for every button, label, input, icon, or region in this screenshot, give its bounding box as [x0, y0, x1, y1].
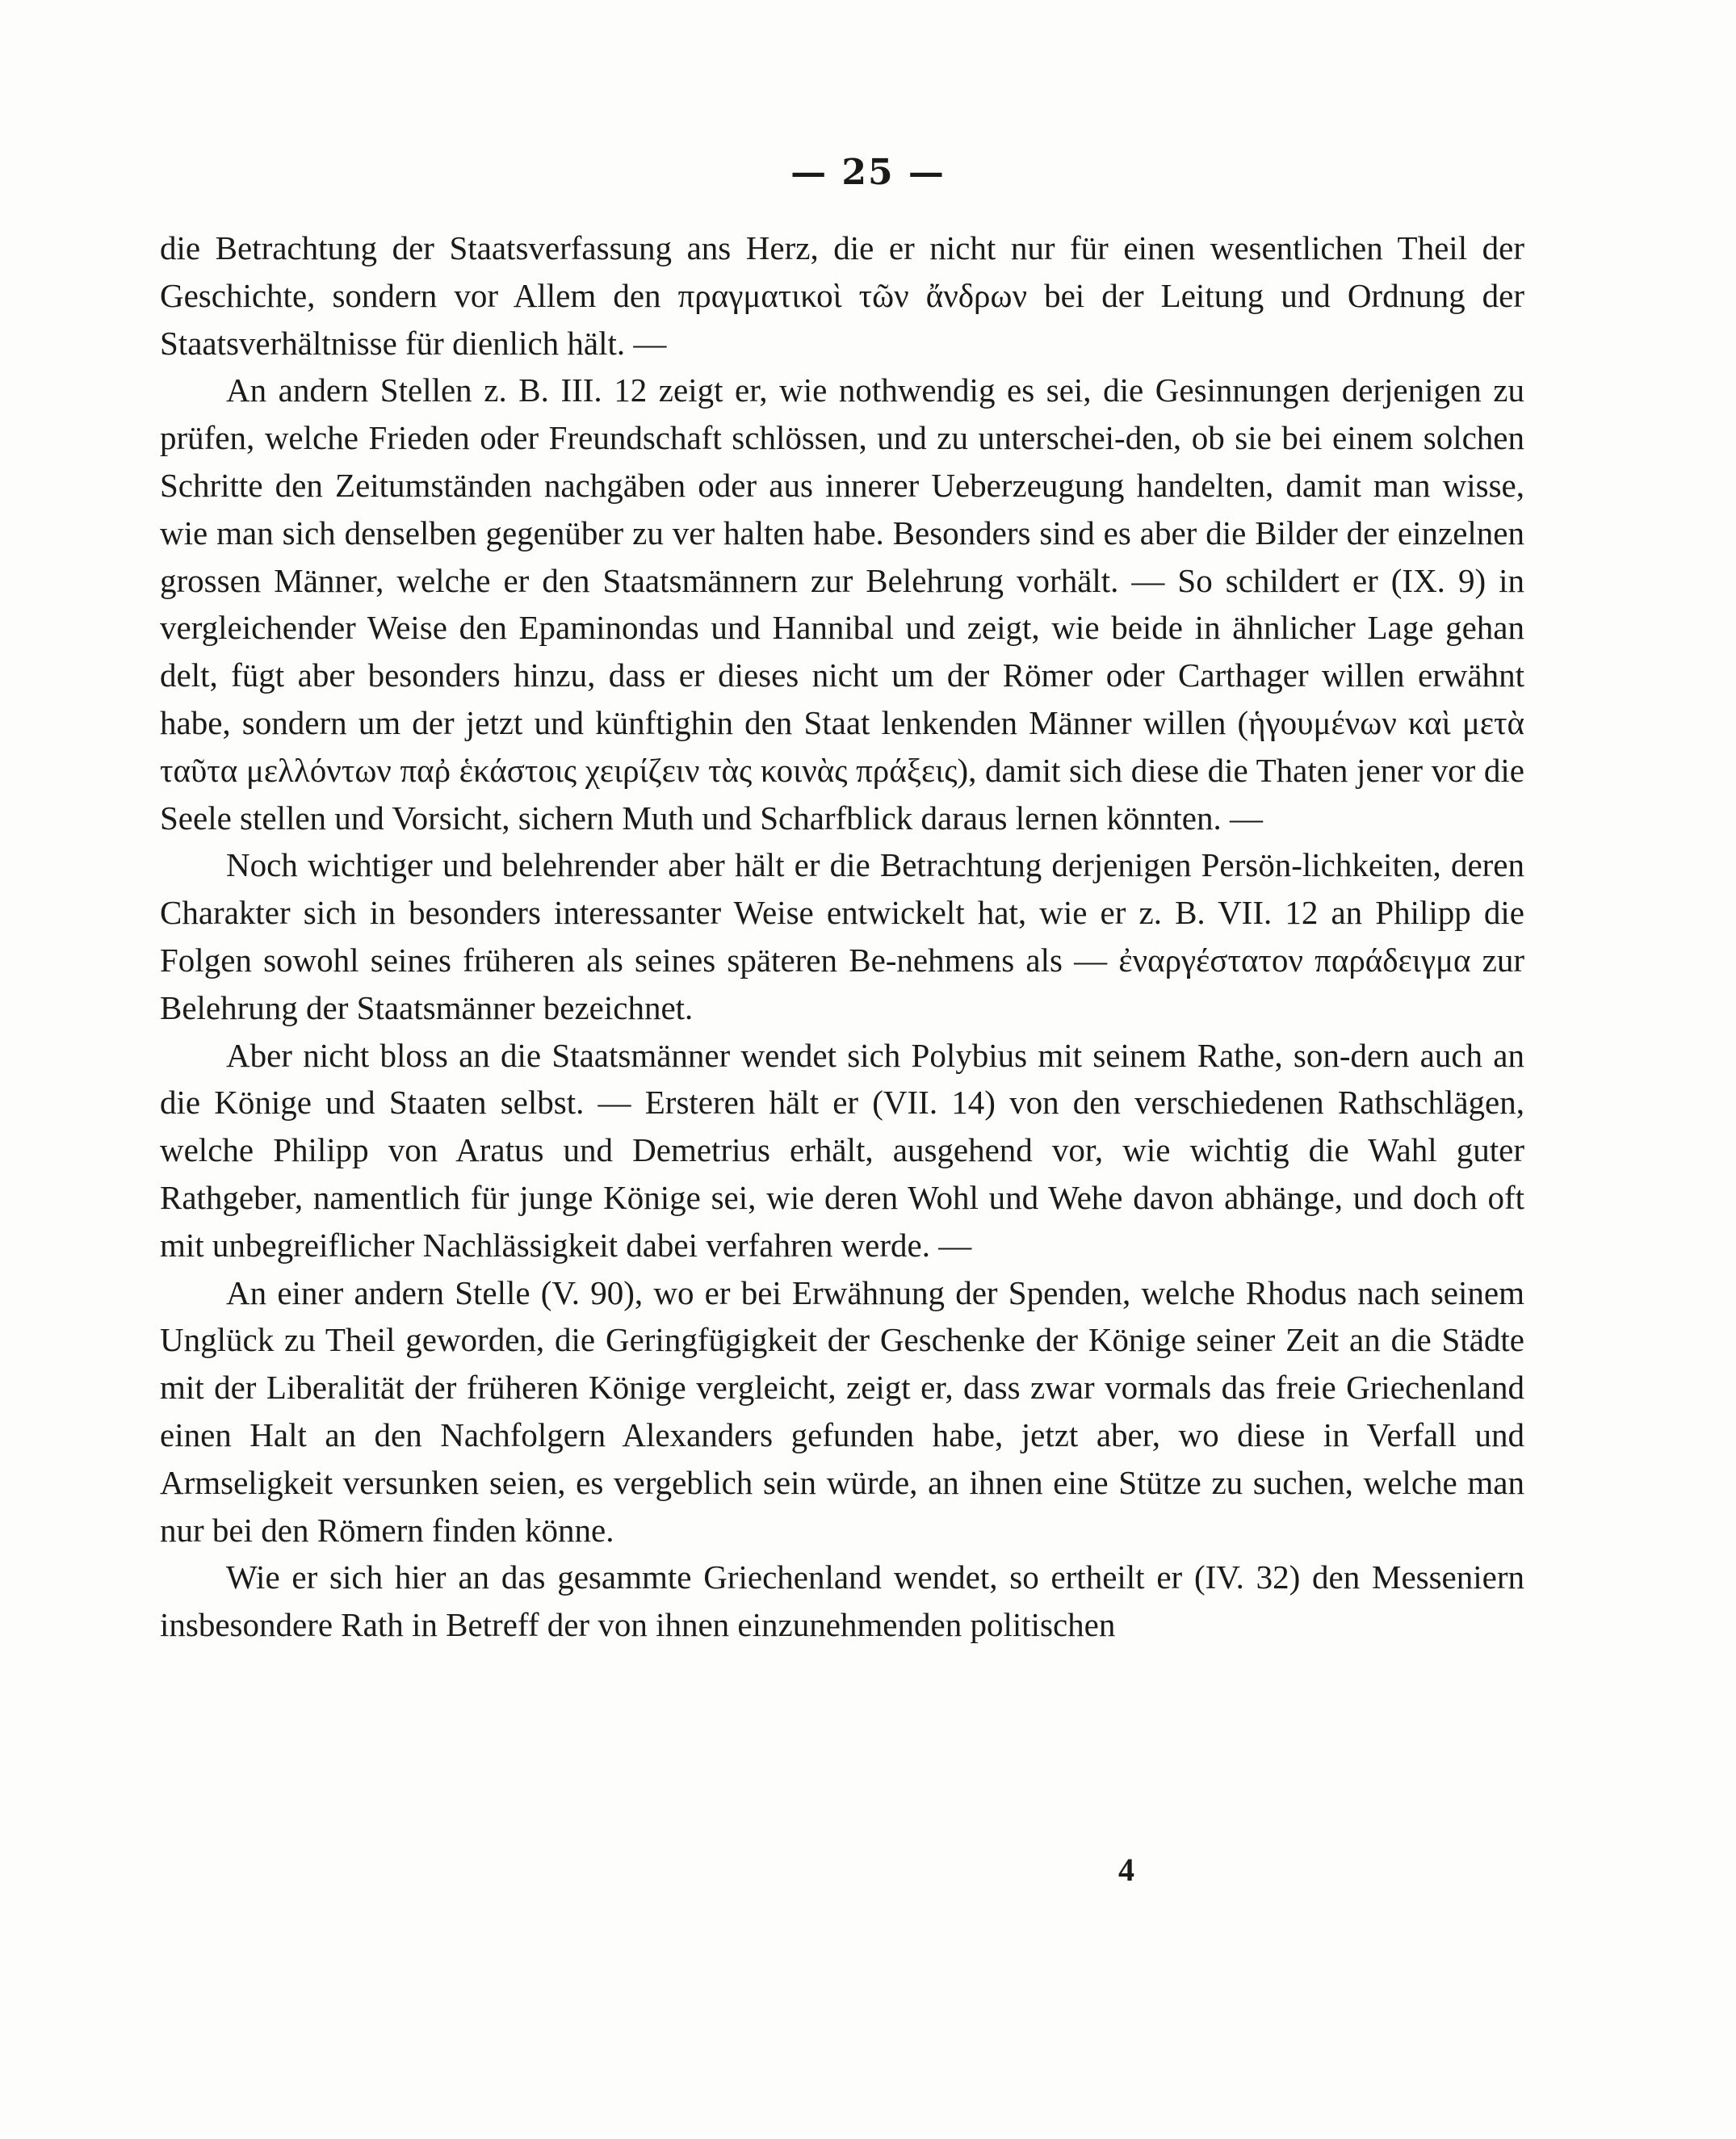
body-text	[160, 224, 1524, 1649]
paragraph-4: Aber nicht bloss an die Staatsmänner wendet sich Polybius mit seinem Rathe, son-dern auch an die Könige und Staaten selbst. — Ersteren hält er (VII. 14) von den verschiedenen Rathschlägen, welche Philipp von Aratus und Demetrius erhält, ausgehend vor, wie wichtig die Wahl guter Rathgeber, namentlich für junge Könige sei, wie deren Wohl und Wehe davon abhänge, und doch oft mit unbegreiflicher Nachlässigkeit dabei verfahren werde. —	[160, 1036, 1524, 1264]
paragraph-3: Noch wichtiger und belehrender aber hält er die Betrachtung derjenigen Persön-lichkeiten, deren Charakter sich in besonders interessanter Weise entwickelt hat, wie er z. B. VII. 12 an Philipp die Folgen sowohl seines früheren als seines späteren Be-nehmens als — ἐναργέστατον παράδειγμα zur Belehrung der Staatsmänner bezeichnet.	[160, 846, 1524, 1026]
page-number: — 25 —	[790, 152, 946, 193]
paragraph-5: An einer andern Stelle (V. 90), wo er bei Erwähnung der Spenden, welche Rhodus nach seinem Unglück zu Theil geworden, die Geringfügigkeit der Geschenke der Könige seiner Zeit an die Städte mit der Liberalität der früheren Könige vergleicht, zeigt er, dass zwar vormals das freie Griechenland einen Halt an den Nachfolgern Alexanders gefunden habe, jetzt aber, wo diese in Verfall und Armseligkeit versunken seien, es vergeblich sein würde, an ihnen eine Stütze zu suchen, welche man nur bei den Römern finden könne.	[160, 1273, 1524, 1549]
paragraph-2: An andern Stellen z. B. III. 12 zeigt er, wie nothwendig es sei, die Gesinnungen derjenigen zu prüfen, welche Frieden oder Freundschaft schlössen, und zu unterschei-den, ob sie bei einem solchen Schritte den Zeitumständen nachgäben oder aus innerer Ueberzeugung handelten, damit man wisse, wie man sich denselben gegenüber zu ver halten habe. Besonders sind es aber die Bilder der einzelnen grossen Männer, welche er den Staatsmännern zur Belehrung vorhält. — So schildert er (IX. 9) in vergleichender Weise den Epaminondas und Hannibal und zeigt, wie beide in ähnlicher Lage gehan delt, fügt aber besonders hinzu, dass er dieses nicht um der Römer oder Carthager willen erwähnt habe, sondern um der jetzt und künftighin den Staat lenkenden Männer willen (ἡγουμένων καὶ μετὰ ταῦτα μελλόντων παῤ ἑκάστοις χειρίζειν τὰς κοινὰς πράξεις), damit sich diese die Thaten jener vor die Seele stellen und Vorsicht, sichern Muth und Scharfblick daraus lernen könnten. —	[160, 371, 1524, 837]
paragraph-1: die Betrachtung der Staatsverfassung ans Herz, die er nicht nur für einen wesentlichen Theil der Geschichte, sondern vor Allem den πραγματικοὶ τῶν ἄνδρων bei der Leitung und Ordnung der Staatsverhältnisse für dienlich hält. —	[160, 229, 1524, 362]
signature-mark: 4	[1118, 1852, 1134, 1888]
paragraph-6: Wie er sich hier an das gesammte Griechenland wendet, so ertheilt er (IV. 32) den Messeniern insbesondere Rath in Betreff der von ihnen einzunehmenden politischen	[160, 1558, 1524, 1644]
